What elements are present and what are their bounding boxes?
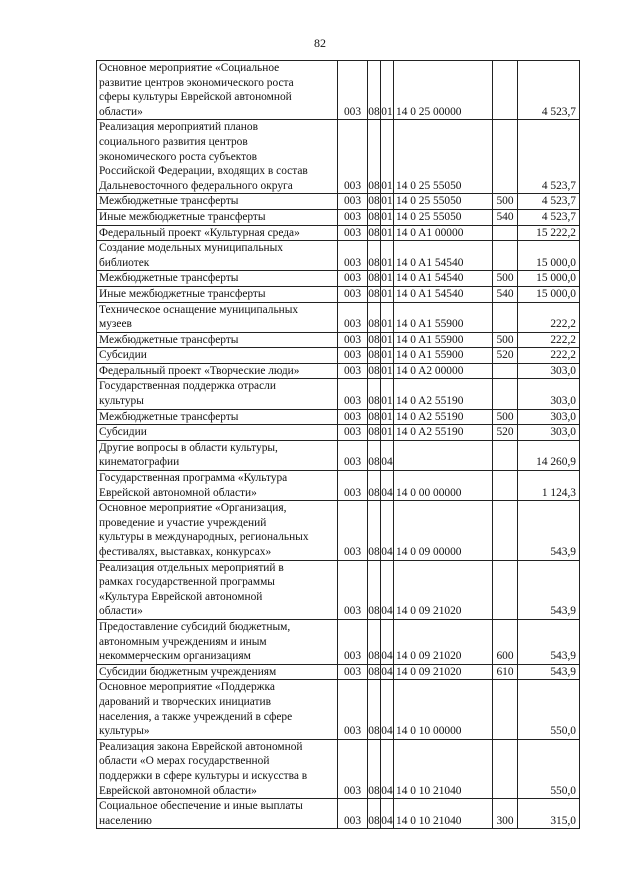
admin-code-cell: 003 [338,501,368,560]
expense-type-code-cell [493,440,518,470]
section-code-cell: 08 [368,739,381,798]
target-article-code-cell: 14 0 09 21020 [394,560,493,619]
expense-type-code-cell [493,363,518,379]
admin-code-cell: 003 [338,440,368,470]
target-article-code-cell: 14 0 A1 54540 [394,286,493,302]
admin-code-cell: 003 [338,61,368,120]
table-row [97,332,580,348]
section-code-cell: 08 [368,302,381,332]
section-code-cell: 08 [368,348,381,364]
expense-type-code-cell [493,471,518,501]
subsection-code-cell: 01 [381,425,394,441]
admin-code-cell: 003 [338,302,368,332]
expense-type-code-cell: 500 [493,194,518,210]
subsection-code-cell: 01 [381,194,394,210]
row-name-cell: Государственная поддержка отрасли культуры [97,379,338,409]
amount-cell: 222,2 [518,348,580,364]
section-code-cell: 08 [368,271,381,287]
admin-code-cell: 003 [338,209,368,225]
admin-code-cell: 003 [338,332,368,348]
table-row [97,664,580,680]
table-row [97,271,580,287]
amount-cell: 550,0 [518,739,580,798]
row-name-cell: Реализация отдельных мероприятий в рамках государственной программы «Культура Еврейской автономной области» [97,560,338,619]
subsection-code-cell: 01 [381,241,394,271]
target-article-code-cell: 14 0 A2 00000 [394,363,493,379]
table-row [97,379,580,409]
admin-code-cell: 003 [338,241,368,271]
admin-code-cell: 003 [338,739,368,798]
target-article-code-cell: 14 0 25 55050 [394,194,493,210]
subsection-code-cell: 04 [381,799,394,829]
expense-type-code-cell: 500 [493,271,518,287]
admin-code-cell: 003 [338,619,368,664]
table-row [97,302,580,332]
subsection-code-cell: 04 [381,440,394,470]
expense-type-code-cell: 610 [493,664,518,680]
amount-cell: 543,9 [518,619,580,664]
amount-cell: 303,0 [518,379,580,409]
admin-code-cell: 003 [338,194,368,210]
admin-code-cell: 003 [338,286,368,302]
target-article-code-cell: 14 0 09 21020 [394,619,493,664]
expense-type-code-cell [493,501,518,560]
target-article-code-cell: 14 0 10 21040 [394,799,493,829]
target-article-code-cell: 14 0 A1 55900 [394,348,493,364]
table-row [97,501,580,560]
subsection-code-cell: 01 [381,379,394,409]
target-article-code-cell: 14 0 A2 55190 [394,425,493,441]
section-code-cell: 08 [368,120,381,194]
amount-cell: 222,2 [518,332,580,348]
row-name-cell: Субсидии [97,348,338,364]
table-row [97,739,580,798]
admin-code-cell: 003 [338,425,368,441]
expense-type-code-cell [493,302,518,332]
section-code-cell: 08 [368,286,381,302]
target-article-code-cell: 14 0 10 00000 [394,680,493,739]
section-code-cell: 08 [368,61,381,120]
table-row [97,799,580,829]
subsection-code-cell: 01 [381,209,394,225]
admin-code-cell: 003 [338,120,368,194]
target-article-code-cell: 14 0 A2 55190 [394,379,493,409]
amount-cell: 15 222,2 [518,225,580,241]
admin-code-cell: 003 [338,799,368,829]
table-row [97,560,580,619]
amount-cell: 4 523,7 [518,61,580,120]
admin-code-cell: 003 [338,409,368,425]
section-code-cell: 08 [368,209,381,225]
admin-code-cell: 003 [338,379,368,409]
expense-type-code-cell: 540 [493,286,518,302]
row-name-cell: Государственная программа «Культура Еврейской автономной области» [97,471,338,501]
row-name-cell: Основное мероприятие «Поддержка дарований и творческих инициатив населения, а также учреждений в сфере культуры» [97,680,338,739]
table-row [97,619,580,664]
admin-code-cell: 003 [338,363,368,379]
section-code-cell: 08 [368,664,381,680]
section-code-cell: 08 [368,363,381,379]
section-code-cell: 08 [368,560,381,619]
subsection-code-cell: 01 [381,225,394,241]
expense-type-code-cell [493,61,518,120]
amount-cell: 550,0 [518,680,580,739]
subsection-code-cell: 01 [381,363,394,379]
amount-cell: 4 523,7 [518,209,580,225]
expense-type-code-cell: 500 [493,332,518,348]
admin-code-cell: 003 [338,680,368,739]
table-row [97,425,580,441]
row-name-cell: Федеральный проект «Творческие люди» [97,363,338,379]
target-article-code-cell: 14 0 09 21020 [394,664,493,680]
admin-code-cell: 003 [338,471,368,501]
subsection-code-cell: 04 [381,664,394,680]
table-row [97,120,580,194]
table-row [97,409,580,425]
row-name-cell: Создание модельных муниципальных библиотек [97,241,338,271]
table-row [97,209,580,225]
subsection-code-cell: 04 [381,560,394,619]
row-name-cell: Межбюджетные трансферты [97,194,338,210]
page-number: 82 [314,36,326,50]
expense-type-code-cell: 600 [493,619,518,664]
section-code-cell: 08 [368,332,381,348]
row-name-cell: Иные межбюджетные трансферты [97,286,338,302]
amount-cell: 303,0 [518,425,580,441]
subsection-code-cell: 01 [381,286,394,302]
amount-cell: 315,0 [518,799,580,829]
amount-cell: 4 523,7 [518,194,580,210]
row-name-cell: Социальное обеспечение и иные выплаты населению [97,799,338,829]
subsection-code-cell: 01 [381,348,394,364]
amount-cell: 4 523,7 [518,120,580,194]
admin-code-cell: 003 [338,664,368,680]
table-row [97,471,580,501]
expense-type-code-cell: 520 [493,425,518,441]
row-name-cell: Реализация мероприятий планов социального развития центров экономического роста субъектов Российской Федерации, входящих в состав Дальневосточного федерального округа [97,120,338,194]
target-article-code-cell: 14 0 00 00000 [394,471,493,501]
subsection-code-cell: 04 [381,471,394,501]
table-row [97,241,580,271]
target-article-code-cell: 14 0 25 55050 [394,120,493,194]
amount-cell: 14 260,9 [518,440,580,470]
target-article-code-cell: 14 0 25 00000 [394,61,493,120]
subsection-code-cell: 01 [381,332,394,348]
subsection-code-cell: 04 [381,739,394,798]
expense-type-code-cell [493,560,518,619]
expense-type-code-cell: 520 [493,348,518,364]
amount-cell: 543,9 [518,501,580,560]
expense-type-code-cell [493,379,518,409]
expense-type-code-cell [493,241,518,271]
section-code-cell: 08 [368,471,381,501]
subsection-code-cell: 04 [381,680,394,739]
row-name-cell: Другие вопросы в области культуры, кинематографии [97,440,338,470]
section-code-cell: 08 [368,799,381,829]
target-article-code-cell: 14 0 10 21040 [394,739,493,798]
section-code-cell: 08 [368,440,381,470]
admin-code-cell: 003 [338,225,368,241]
section-code-cell: 08 [368,241,381,271]
section-code-cell: 08 [368,680,381,739]
admin-code-cell: 003 [338,271,368,287]
table-row [97,61,580,120]
target-article-code-cell: 14 0 09 00000 [394,501,493,560]
amount-cell: 15 000,0 [518,241,580,271]
target-article-code-cell [394,440,493,470]
table-row [97,348,580,364]
target-article-code-cell: 14 0 A1 55900 [394,302,493,332]
expense-type-code-cell: 500 [493,409,518,425]
subsection-code-cell: 01 [381,302,394,332]
subsection-code-cell: 04 [381,501,394,560]
section-code-cell: 08 [368,619,381,664]
row-name-cell: Субсидии бюджетным учреждениям [97,664,338,680]
amount-cell: 1 124,3 [518,471,580,501]
row-name-cell: Межбюджетные трансферты [97,409,338,425]
target-article-code-cell: 14 0 A1 54540 [394,271,493,287]
subsection-code-cell: 01 [381,61,394,120]
section-code-cell: 08 [368,425,381,441]
budget-table [96,60,580,829]
amount-cell: 303,0 [518,409,580,425]
target-article-code-cell: 14 0 A1 00000 [394,225,493,241]
row-name-cell: Основное мероприятие «Организация, проведение и участие учреждений культуры в международных, региональных фестивалях, выставках, конкурсах» [97,501,338,560]
target-article-code-cell: 14 0 A1 55900 [394,332,493,348]
target-article-code-cell: 14 0 A1 54540 [394,241,493,271]
table-row [97,440,580,470]
amount-cell: 15 000,0 [518,286,580,302]
section-code-cell: 08 [368,409,381,425]
amount-cell: 222,2 [518,302,580,332]
row-name-cell: Межбюджетные трансферты [97,271,338,287]
expense-type-code-cell: 540 [493,209,518,225]
section-code-cell: 08 [368,194,381,210]
subsection-code-cell: 01 [381,271,394,287]
row-name-cell: Техническое оснащение муниципальных музеев [97,302,338,332]
admin-code-cell: 003 [338,348,368,364]
section-code-cell: 08 [368,225,381,241]
row-name-cell: Иные межбюджетные трансферты [97,209,338,225]
row-name-cell: Федеральный проект «Культурная среда» [97,225,338,241]
amount-cell: 303,0 [518,363,580,379]
amount-cell: 15 000,0 [518,271,580,287]
table-row [97,194,580,210]
target-article-code-cell: 14 0 A2 55190 [394,409,493,425]
expense-type-code-cell: 300 [493,799,518,829]
row-name-cell: Межбюджетные трансферты [97,332,338,348]
table-row [97,286,580,302]
row-name-cell: Основное мероприятие «Социальное развитие центров экономического роста сферы культуры Еврейской автономной области» [97,61,338,120]
row-name-cell: Реализация закона Еврейской автономной области «О мерах государственной поддержки в сфере культуры и искусства в Еврейской автономной области» [97,739,338,798]
amount-cell: 543,9 [518,560,580,619]
subsection-code-cell: 04 [381,619,394,664]
amount-cell: 543,9 [518,664,580,680]
subsection-code-cell: 01 [381,409,394,425]
row-name-cell: Субсидии [97,425,338,441]
expense-type-code-cell [493,120,518,194]
row-name-cell: Предоставление субсидий бюджетным, автономным учреждениям и иным некоммерческим организациям [97,619,338,664]
target-article-code-cell: 14 0 25 55050 [394,209,493,225]
section-code-cell: 08 [368,501,381,560]
table-row [97,363,580,379]
admin-code-cell: 003 [338,560,368,619]
section-code-cell: 08 [368,379,381,409]
table-row [97,225,580,241]
expense-type-code-cell [493,739,518,798]
subsection-code-cell: 01 [381,120,394,194]
expense-type-code-cell [493,225,518,241]
table-row [97,680,580,739]
expense-type-code-cell [493,680,518,739]
